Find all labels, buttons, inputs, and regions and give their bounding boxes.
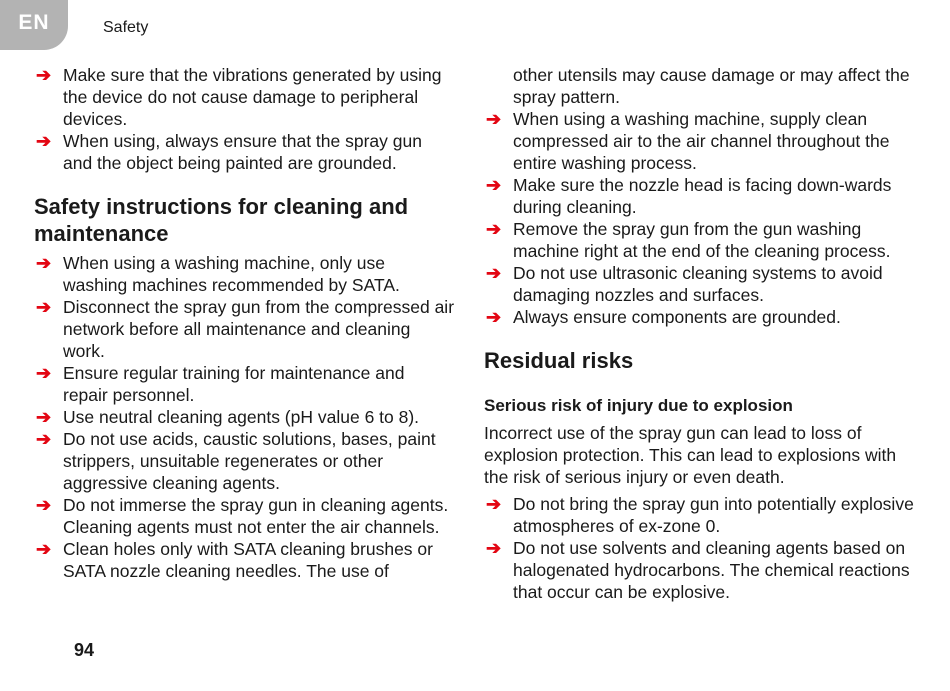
language-tab: EN [0, 0, 68, 50]
list-item: ➔ Do not use acids, caustic solutions, bases, paint strippers, unsuitable regenerates or other aggressive cleaning agents. [36, 429, 436, 493]
list-item: ➔ Disconnect the spray gun from the compressed air network before all maintenance and cleaning work. [36, 297, 455, 361]
washing-list [484, 108, 914, 328]
list-item: ➔ Do not bring the spray gun into potentially explosive atmospheres of ex-zone 0. [486, 494, 914, 536]
list-item: ➔ Always ensure components are grounded. [486, 307, 841, 327]
arrow-right-icon: ➔ [36, 65, 52, 85]
arrow-right-icon: ➔ [486, 175, 502, 195]
list-item: ➔ When using a washing machine, only use washing machines recommended by SATA. [36, 253, 400, 295]
list-item: ➔ Ensure regular training for maintenance and repair personnel. [36, 363, 405, 405]
section-label: Safety [103, 19, 149, 36]
arrow-right-icon: ➔ [486, 263, 502, 283]
list-item: ➔ When using, always ensure that the spray gun and the object being painted are grounded. [36, 131, 422, 173]
list-item: ➔ Do not use solvents and cleaning agents based on halogenated hydrocarbons. The chemical reactions that occur can be explosive. [486, 538, 910, 602]
arrow-right-icon: ➔ [36, 495, 52, 515]
residual-risks-heading: Residual risks [484, 348, 634, 373]
cleaning-list [34, 252, 454, 582]
arrow-right-icon: ➔ [486, 219, 502, 239]
arrow-right-icon: ➔ [36, 131, 52, 151]
list-item: ➔ Remove the spray gun from the gun washing machine right at the end of the cleaning process. [486, 219, 891, 261]
list-item: ➔ Make sure the nozzle head is facing down-wards during cleaning. [486, 175, 892, 217]
arrow-right-icon: ➔ [486, 494, 502, 514]
arrow-right-icon: ➔ [486, 538, 502, 558]
risk-list [484, 493, 914, 603]
continued-text: other utensils may cause damage or may affect the spray pattern. [513, 65, 910, 107]
list-item: ➔ Do not immerse the spray gun in cleaning agents. Cleaning agents must not enter the air channels. [36, 495, 449, 537]
list-item: ➔ Make sure that the vibrations generated by using the device do not cause damage to peripheral devices. [36, 65, 442, 129]
arrow-right-icon: ➔ [36, 363, 52, 383]
list-item: ➔ Do not use ultrasonic cleaning systems to avoid damaging nozzles and surfaces. [486, 263, 883, 305]
list-item: ➔ Clean holes only with SATA cleaning brushes or SATA nozzle cleaning needles. The use of [36, 539, 433, 581]
explosion-paragraph: Incorrect use of the spray gun can lead to loss of explosion protection. This can lead to explosions with the risk of serious injury or even death. [484, 423, 897, 487]
arrow-right-icon: ➔ [36, 539, 52, 559]
arrow-right-icon: ➔ [36, 407, 52, 427]
arrow-right-icon: ➔ [36, 429, 52, 449]
intro-list [34, 64, 454, 174]
arrow-right-icon: ➔ [36, 297, 52, 317]
arrow-right-icon: ➔ [486, 109, 502, 129]
list-item: ➔ Use neutral cleaning agents (pH value 6 to 8). [36, 407, 420, 427]
cleaning-heading: Safety instructions for cleaning and maintenance [34, 194, 409, 246]
list-item: ➔ When using a washing machine, supply clean compressed air to the air channel throughout the entire washing process. [486, 109, 890, 173]
page-number: 94 [74, 640, 95, 660]
right-column [484, 64, 914, 603]
left-column [34, 64, 454, 582]
arrow-right-icon: ➔ [486, 307, 502, 327]
explosion-subheading: Serious risk of injury due to explosion [484, 396, 793, 415]
arrow-right-icon: ➔ [36, 253, 52, 273]
